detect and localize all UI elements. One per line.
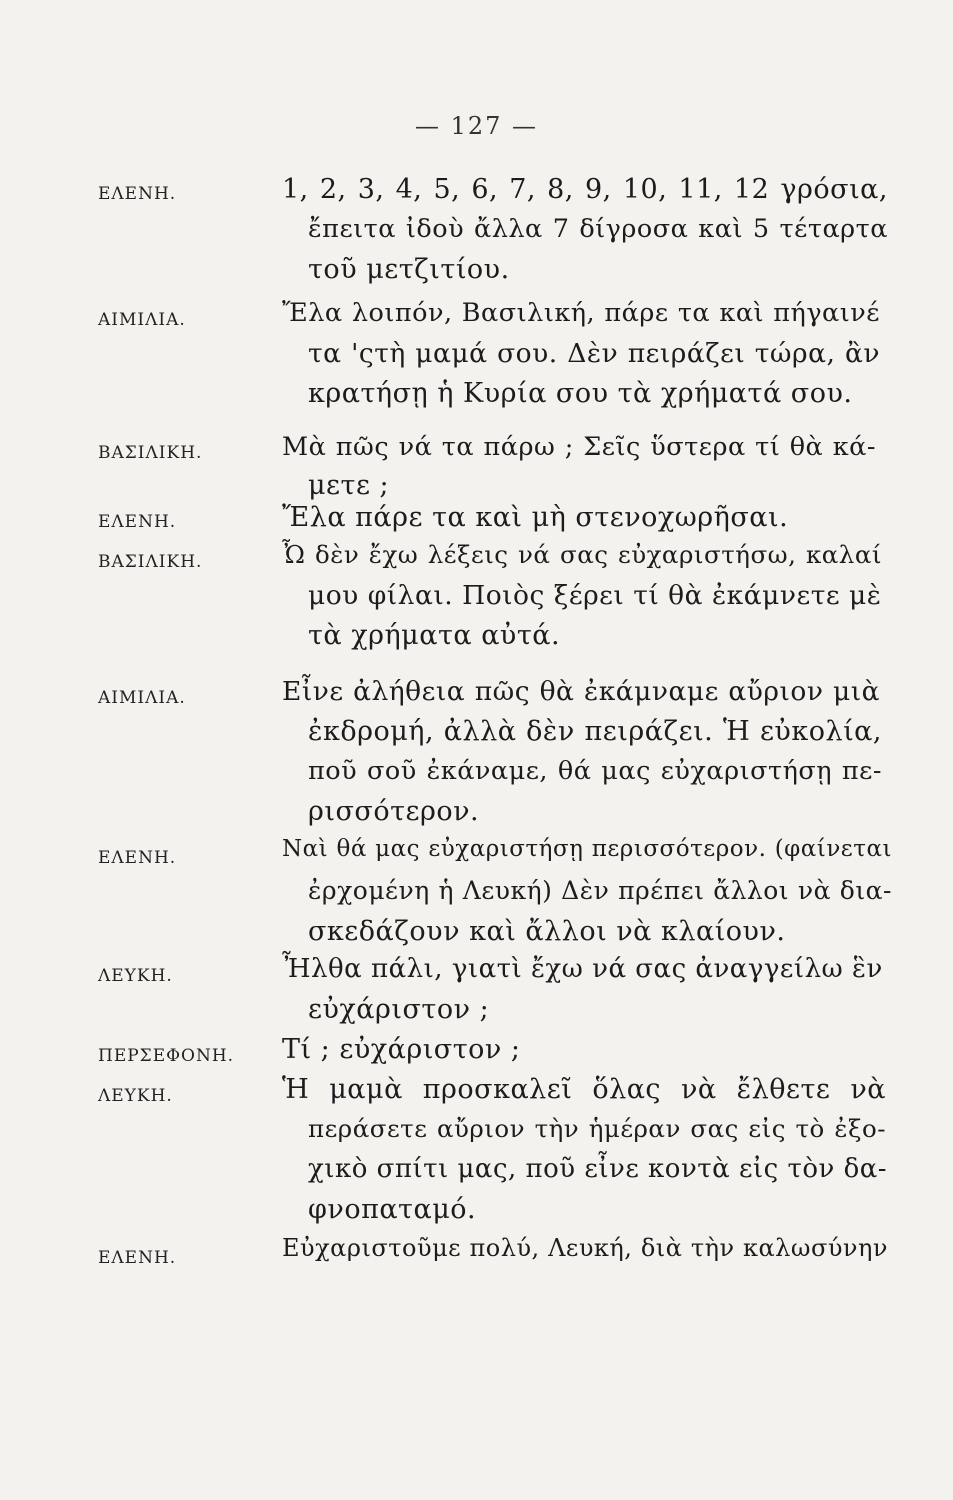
dialogue-line: Ναὶ θά μας εὐχαριστήσῃ περισσότερον. (φαίνεται <box>282 836 892 862</box>
speaker-name: ΕΛΕΝΗ. <box>98 512 177 532</box>
dialogue-line: μου φίλαι. Ποιὸς ξέρει τί θὰ ἐκάμνετε μὲ <box>308 580 882 611</box>
dialogue-line: Ἔλα πάρε τα καὶ μὴ στενοχωρῆσαι. <box>282 502 789 533</box>
dialogue-line: ποῦ σοῦ ἐκάναμε, θά μας εὐχαριστήσῃ πε- <box>308 756 882 786</box>
speaker-name: ΒΑΣΙΛΙΚΗ. <box>98 552 203 572</box>
speaker-name: ΕΛΕΝΗ. <box>98 1248 177 1268</box>
speaker-name: ΛΕΥΚΗ. <box>98 1086 173 1106</box>
dialogue-line: Εὐχαριστοῦμε πολύ, Λευκή, διὰ τὴν καλωσύνην <box>282 1234 888 1262</box>
dialogue-line: μετε ; <box>308 470 390 501</box>
dialogue-line: Μὰ πῶς νά τα πάρω ; Σεῖς ὕστερα τί θὰ κά- <box>282 432 876 462</box>
dialogue-line: ἔπειτα ἰδοὺ ἄλλα 7 δίγροσα καὶ 5 τέταρτα <box>308 214 888 244</box>
dialogue-line: 1, 2, 3, 4, 5, 6, 7, 8, 9, 10, 11, 12 γρόσια, <box>282 174 888 205</box>
speaker-name: ΕΛΕΝΗ. <box>98 848 177 868</box>
speaker-name: ΛΕΥΚΗ. <box>98 966 173 986</box>
dialogue-line: τὰ χρήματα αὐτά. <box>308 620 561 651</box>
speaker-name: ΒΑΣΙΛΙΚΗ. <box>98 443 203 463</box>
dialogue-line: φνοπαταμό. <box>308 1194 477 1225</box>
page-number: — 127 — <box>414 112 539 140</box>
speaker-name: ΠΕΡΣΕΦΟΝΗ. <box>98 1046 235 1066</box>
dialogue-line: τοῦ μετζιτίου. <box>308 254 510 285</box>
dialogue-line: Ἦλθα πάλι, γιατὶ ἔχω νά σας ἀναγγείλω ἓν <box>282 954 883 984</box>
dialogue-line: περάσετε αὔριον τὴν ἡμέραν σας εἰς τὸ ἐξο- <box>308 1114 886 1143</box>
dialogue-line: εὐχάριστον ; <box>308 994 490 1025</box>
dialogue-line: κρατήσῃ ἡ Κυρία σου τὰ χρήματά σου. <box>308 378 853 409</box>
dialogue-line: Ἔλα λοιπόν, Βασιλική, πάρε τα καὶ πήγαινέ <box>282 298 880 328</box>
dialogue-line: ἐρχομένη ἡ Λευκή) Δὲν πρέπει ἄλλοι νὰ δια- <box>308 876 892 905</box>
dialogue-line: Εἶνε ἀλήθεια πῶς θὰ ἐκάμναμε αὔριον μιὰ <box>282 676 880 707</box>
dialogue-line: χικὸ σπίτι μας, ποῦ εἶνε κοντὰ εἰς τὸν δα- <box>308 1154 888 1184</box>
dialogue-line: ρισσότερον. <box>308 796 480 827</box>
dialogue-line: ἐκδρομή, ἀλλὰ δὲν πειράζει. Ἡ εὐκολία, <box>308 716 882 747</box>
dialogue-line: σκεδάζουν καὶ ἄλλοι νὰ κλαίουν. <box>308 916 786 947</box>
dialogue-line: τα 'ςτὴ μαμά σου. Δὲν πειράζει τώρα, ἂν <box>308 338 880 369</box>
dialogue-line: Ὦ δὲν ἔχω λέξεις νά σας εὐχαριστήσω, καλαί <box>282 540 882 569</box>
speaker-name: ΑΙΜΙΛΙΑ. <box>98 688 186 708</box>
dialogue-line: Ἡ μαμὰ προσκαλεῖ ὅλας νὰ ἔλθετε νὰ <box>282 1074 886 1105</box>
speaker-name: ΑΙΜΙΛΙΑ. <box>98 310 186 330</box>
dialogue-line: Τί ; εὐχάριστον ; <box>282 1034 521 1065</box>
speaker-name: ΕΛΕΝΗ. <box>98 184 177 204</box>
